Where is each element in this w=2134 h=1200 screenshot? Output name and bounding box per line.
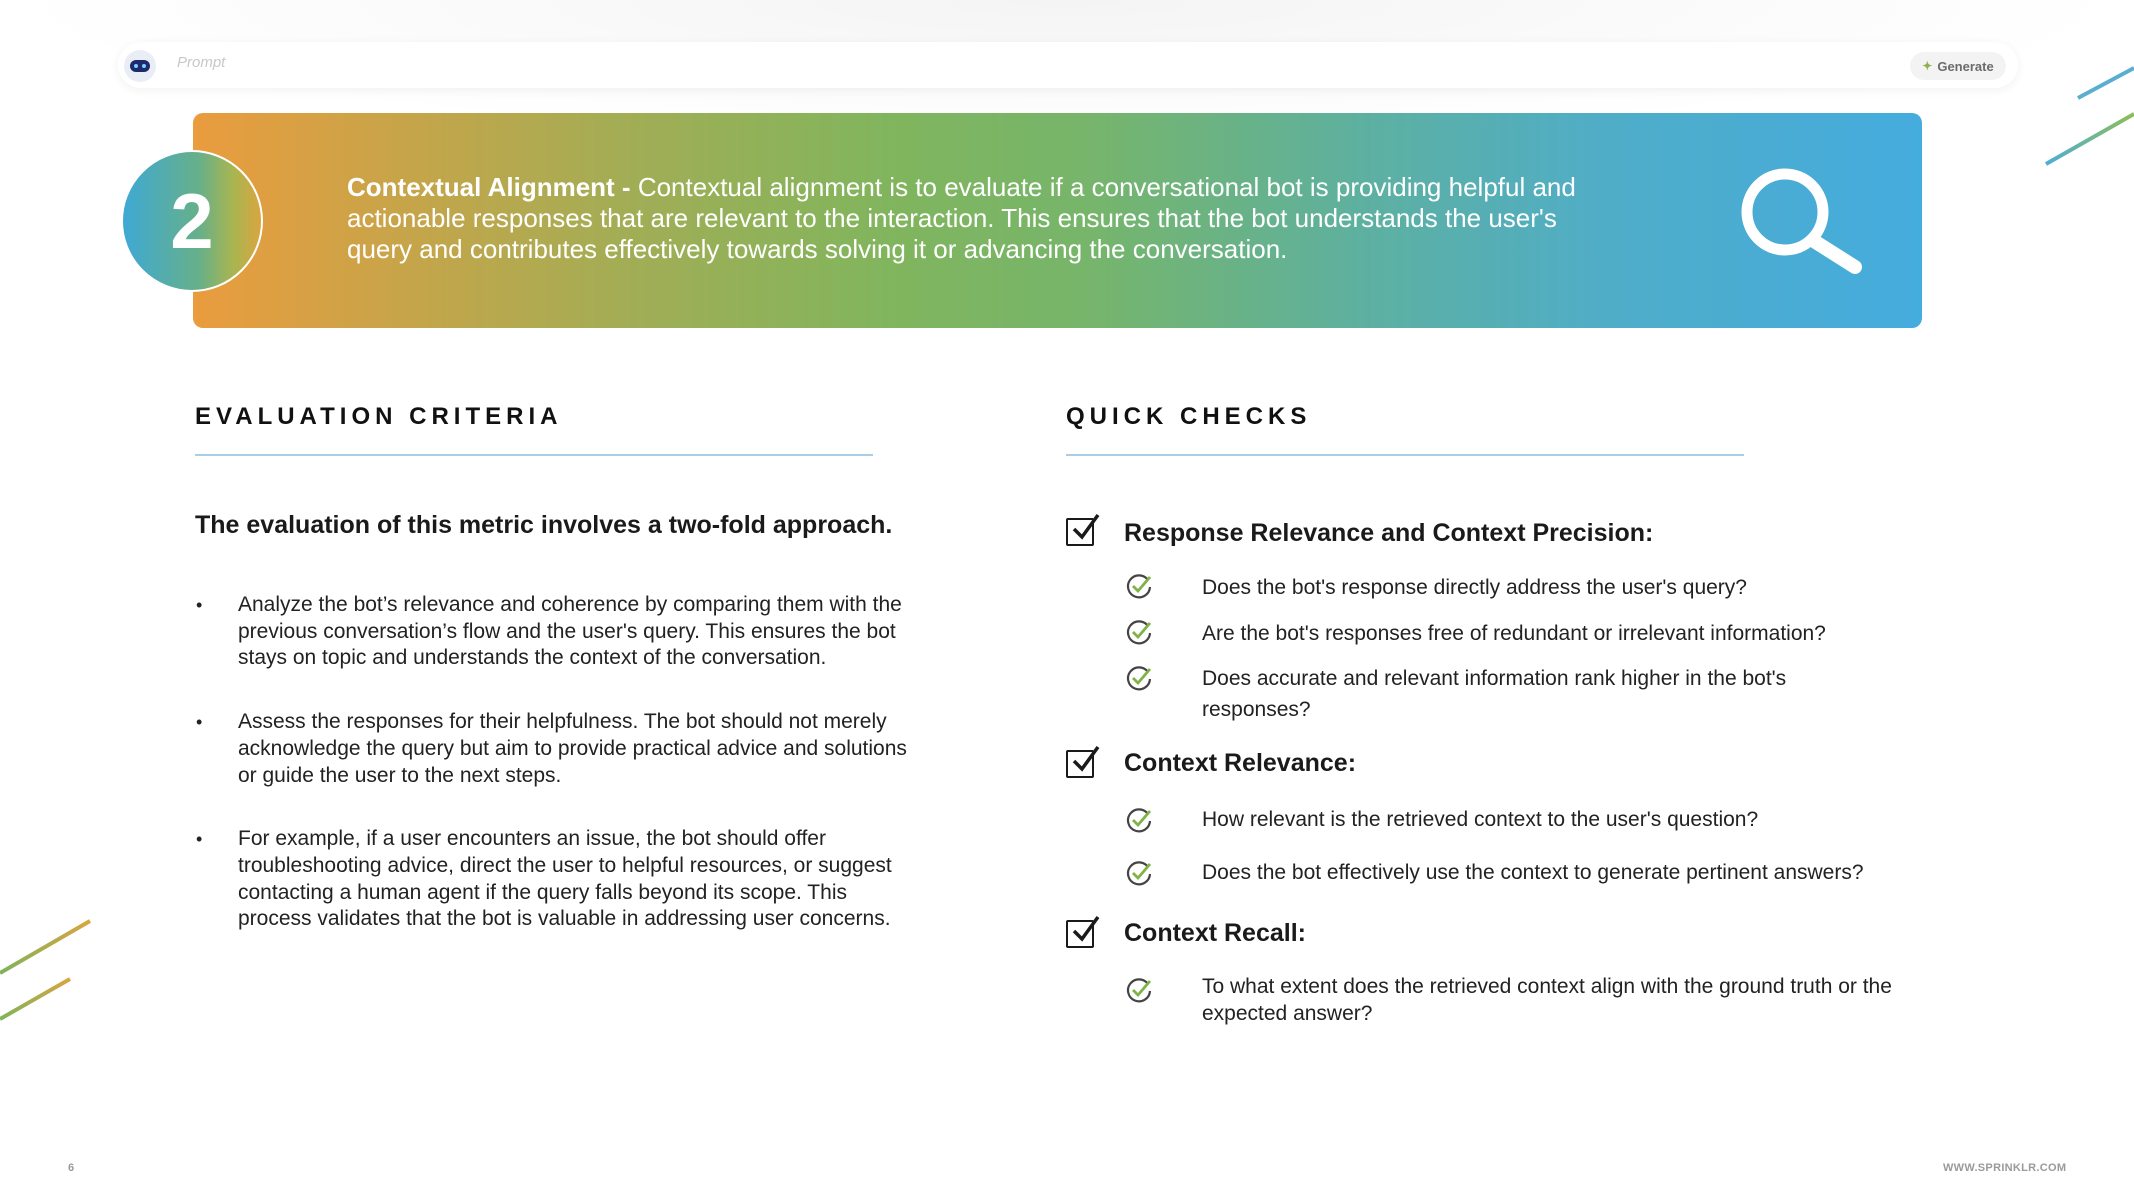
generate-button[interactable] — [1910, 52, 2006, 80]
evaluation-lead: The evaluation of this metric involves a two-fold approach. — [195, 511, 893, 539]
evaluation-bullets — [195, 592, 915, 970]
check-circle-icon — [1126, 573, 1152, 599]
decorative-lines-top-right — [2030, 60, 2134, 170]
evaluation-criteria-divider — [195, 454, 873, 456]
website-link[interactable]: WWW.SPRINKLR.COM — [1943, 1162, 2067, 1174]
check-group-title: Context Relevance: — [1124, 749, 1357, 777]
sparkle-icon: ✦ — [1922, 59, 1933, 73]
quick-checks-heading: QUICK CHECKS — [1066, 403, 1312, 430]
metric-title: Contextual Alignment - — [347, 172, 631, 202]
check-item: Does accurate and relevant information rank higher in the bot's responses? — [1202, 667, 1787, 721]
quick-checks-divider — [1066, 454, 1744, 456]
check-circle-icon — [1126, 807, 1152, 833]
metric-description — [347, 172, 1627, 265]
check-item: Does the bot's response directly address the user's query? — [1202, 576, 1747, 599]
decorative-lines-bottom-left — [0, 915, 92, 1025]
metric-description-text: Contextual alignment is to evaluate if a conversational bot is providing helpful and actionable responses that are relevant to the interaction. This ensures that the bot understands the user's query and contributes effectively towards solving it or advancing the conversation. — [347, 172, 1576, 264]
generate-label: Generate — [1937, 58, 1994, 74]
list-item: • Assess the responses for their helpfulness. The bot should not merely acknowledge the query but aim to provide practical advice and solutions or guide the user to the next steps. — [196, 710, 907, 787]
metric-number-badge: 2 — [121, 150, 263, 292]
evaluation-criteria-heading: EVALUATION CRITERIA — [195, 403, 563, 430]
check-item: How relevant is the retrieved context to the user's question? — [1202, 808, 1759, 831]
prompt-bar[interactable] — [118, 42, 2018, 88]
check-group-title: Context Recall: — [1124, 919, 1306, 947]
list-item: • For example, if a user encounters an issue, the bot should offer troubleshooting advice, direct the user to helpful resources, or suggest contacting a human agent if the query falls beyond its scope. This process validates that the bot is valuable in addressing user concerns. — [196, 827, 892, 931]
check-item: To what extent does the retrieved context align with the ground truth or the expected answer? — [1202, 975, 1892, 1025]
check-circle-icon — [1126, 665, 1152, 691]
check-group-title: Response Relevance and Context Precision: — [1124, 519, 1654, 547]
check-item: Are the bot's responses free of redundant or irrelevant information? — [1202, 622, 1826, 645]
list-item: • Analyze the bot’s relevance and coherence by comparing them with the previous conversation’s flow and the user's query. This ensures the bot stays on topic and understands the context of the conversation. — [196, 593, 902, 670]
prompt-input[interactable]: Prompt — [177, 54, 226, 71]
page-number: 6 — [68, 1162, 75, 1174]
check-circle-icon — [1126, 619, 1152, 645]
checkbox-checked-icon — [1066, 920, 1094, 948]
check-item: Does the bot effectively use the context to generate pertinent answers? — [1202, 861, 1864, 884]
checkbox-checked-icon — [1066, 518, 1094, 546]
search-icon — [1738, 167, 1864, 275]
check-circle-icon — [1126, 977, 1152, 1003]
bot-avatar-icon — [124, 50, 156, 82]
check-circle-icon — [1126, 860, 1152, 886]
checkbox-checked-icon — [1066, 750, 1094, 778]
